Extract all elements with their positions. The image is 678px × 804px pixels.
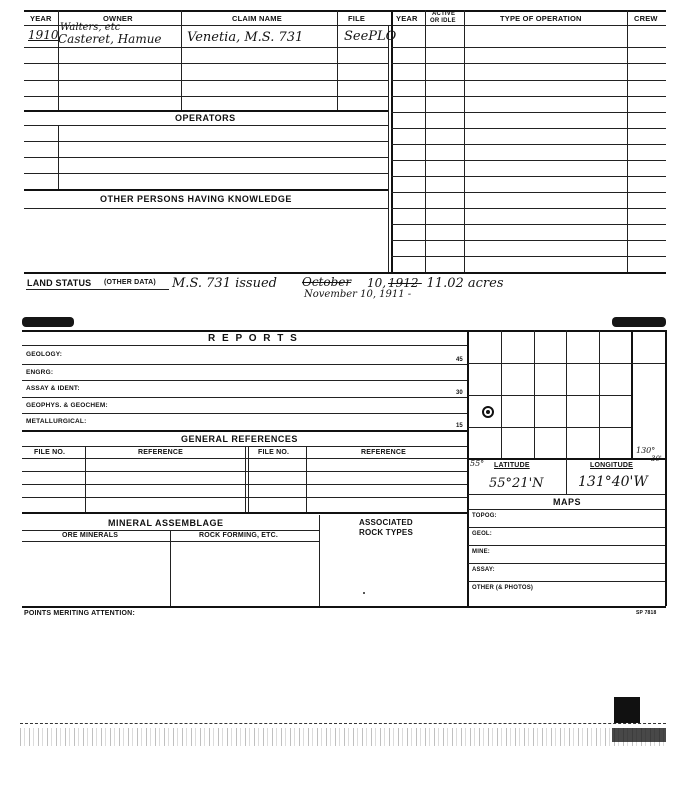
general-references-title: GENERAL REFERENCES <box>181 434 298 444</box>
grid-corner-right-minutes: 30' <box>651 455 662 463</box>
land-status-issued: M.S. 731 issued <box>172 276 277 291</box>
land-status-acres: - 11.02 acres <box>418 276 504 291</box>
longitude-value: 131°40'W <box>578 474 648 490</box>
row1-claim: Venetia, M.S. 731 <box>187 30 304 45</box>
ref-col-reference-2: REFERENCE <box>361 449 406 456</box>
associated-rock-types-line2: ROCK TYPES <box>359 528 414 537</box>
redaction-mark-right <box>612 317 666 327</box>
associated-rock-types-line1: ASSOCIATED <box>359 518 413 527</box>
location-marker-icon <box>482 406 494 418</box>
land-status-day: 10, <box>367 276 387 290</box>
report-num-geology: 45 <box>456 357 463 363</box>
maps-title: MAPS <box>553 497 582 507</box>
header-active: ACTIVE <box>432 11 456 17</box>
latitude-value: 55°21'N <box>489 476 544 491</box>
maps-row-topog: TOPOG: <box>472 513 497 519</box>
land-status-sublabel: (OTHER DATA) <box>104 279 156 286</box>
scan-noise-band <box>20 728 666 746</box>
scan-artifact-corner <box>612 728 666 742</box>
points-meriting-attention-label: POINTS MERITING ATTENTION: <box>24 610 135 617</box>
header-crew: CREW <box>634 14 658 23</box>
ref-col-file-no-1: FILE NO. <box>34 449 66 456</box>
grid-corner-right: 130° <box>636 446 656 455</box>
longitude-label: LONGITUDE <box>590 462 634 469</box>
ref-col-file-no-2: FILE NO. <box>258 449 290 456</box>
mineral-assemblage-title: MINERAL ASSEMBLAGE <box>108 518 224 528</box>
header-or-idle: OR IDLE <box>430 18 456 24</box>
row1-year: 1910 <box>28 28 59 42</box>
header-year-2: YEAR <box>396 14 418 23</box>
scan-artifact-line <box>20 723 666 724</box>
latitude-label: LATITUDE <box>494 462 530 469</box>
maps-row-mine: MINE: <box>472 549 490 555</box>
scan-artifact-block <box>614 697 640 723</box>
report-row-assay: ASSAY & IDENT: <box>26 385 80 392</box>
ore-minerals-label: ORE MINERALS <box>62 532 119 539</box>
redaction-mark-left <box>22 317 74 327</box>
maps-row-geol: GEOL: <box>472 531 492 537</box>
land-status-line2: November 10, 1911 - <box>304 289 412 300</box>
header-type-of-operation: TYPE OF OPERATION <box>500 14 582 23</box>
report-row-geophys: GEOPHYS. & GEOCHEM: <box>26 402 108 409</box>
report-row-geology: GEOLOGY: <box>26 351 63 358</box>
rock-forming-label: ROCK FORMING, ETC. <box>199 532 279 539</box>
stray-dot <box>363 592 365 594</box>
header-claim-name: CLAIM NAME <box>232 14 282 23</box>
reports-title: R E P O R T S <box>208 333 299 344</box>
land-status-label: LAND STATUS <box>27 278 92 288</box>
form-number: SP 7818 <box>636 610 657 616</box>
row1-owner-line2: Casteret, Hamue <box>58 32 162 46</box>
maps-row-other-photos: OTHER (& PHOTOS) <box>472 585 534 591</box>
row1-owner-line1: Walters, etc <box>60 22 121 33</box>
ref-col-reference-1: REFERENCE <box>138 449 183 456</box>
row1-file: SeePLO <box>344 29 397 44</box>
report-num-metallurgical: 15 <box>456 423 463 429</box>
report-row-metallurgical: METALLURGICAL: <box>26 418 87 425</box>
report-row-engrg: ENGRG: <box>26 369 54 376</box>
maps-row-assay: ASSAY: <box>472 567 495 573</box>
header-year: YEAR <box>30 14 52 23</box>
grid-corner-left: 55° <box>470 459 485 468</box>
operators-label: OPERATORS <box>175 113 236 123</box>
report-num-assay: 30 <box>456 390 463 396</box>
header-owner: OWNER <box>103 14 133 23</box>
header-file: FILE <box>348 14 366 23</box>
land-status-struck-month: October <box>302 275 352 289</box>
other-persons-label: OTHER PERSONS HAVING KNOWLEDGE <box>100 194 292 204</box>
land-status-struck-year: 1912 <box>388 276 419 290</box>
